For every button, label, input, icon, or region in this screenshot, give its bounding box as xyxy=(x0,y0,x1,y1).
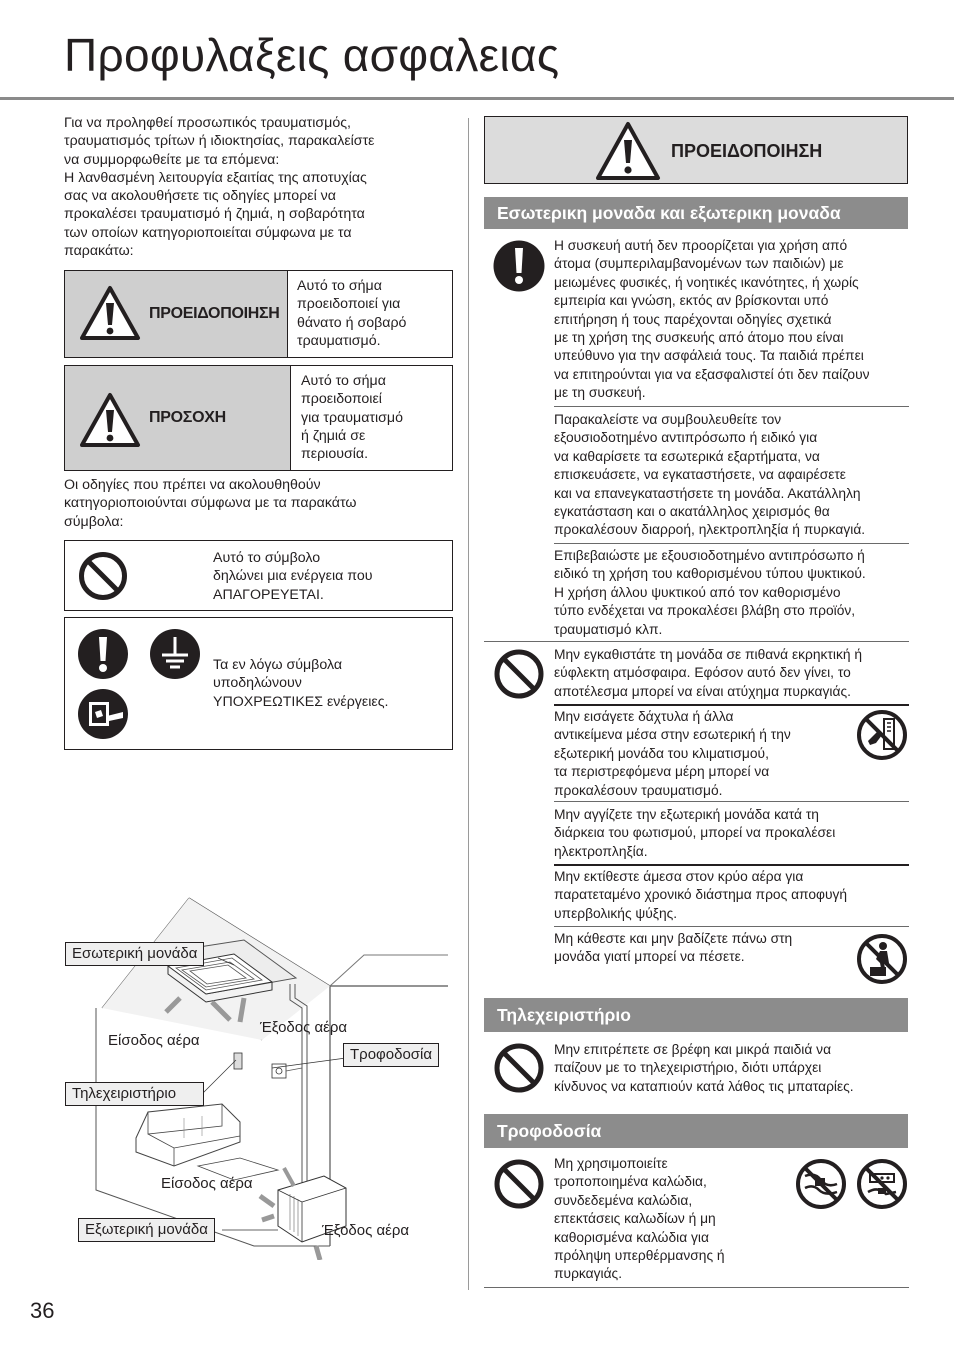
warning-header-box xyxy=(484,116,908,184)
text-line: Αυτό το σύμβολο xyxy=(213,550,321,566)
text-line: Μην αγγίζετε την εξωτερική μονάδα κατά τη xyxy=(554,807,819,822)
warning-triangle-icon xyxy=(79,392,141,448)
prohibited-item-3 xyxy=(554,806,835,861)
text-line: κίνδυνος να καταπιούν κατά λάθος τις μπαταρίες. xyxy=(554,1078,854,1094)
text-line: Μη κάθεστε και μην βαδίζετε πάνω στη xyxy=(554,931,793,946)
symbols-intro xyxy=(64,476,454,531)
text-line: να καθαρίσετε τα εσωτερικά εξαρτήματα, να xyxy=(554,448,820,464)
text-line: μονάδα γιατί μπορεί να πέσετε. xyxy=(554,949,745,965)
text-line: τραυματισμό κλπ. xyxy=(554,621,663,637)
caution-signal-description xyxy=(301,372,403,463)
diagram-label-air-inlet: Είσοδος αέρα xyxy=(108,1032,200,1049)
text-line: να συμμορφωθείτε με τα επόμενα: xyxy=(64,151,280,168)
item-divider xyxy=(554,406,909,407)
prohibited-icon xyxy=(77,550,129,602)
prohibited-item-1 xyxy=(554,646,862,701)
no-extension-cable-icon xyxy=(856,1158,908,1210)
text-line: καθορισμένα καλώδια για xyxy=(554,1229,709,1245)
item-divider xyxy=(554,543,909,544)
caution-signal-word: ΠΡΟΣΟΧΗ xyxy=(149,409,226,426)
section-header-remote: Τηλεχειριστήριο xyxy=(484,998,908,1032)
text-line: ειδικό τη χρήση του καθορισμένου τύπου ψυκτικού. xyxy=(554,566,866,582)
text-line: άτομα (συμπεριλαμβανομένων των παιδιών) με xyxy=(554,256,844,272)
earth-ground-icon xyxy=(149,628,201,680)
text-line: με τη συσκευή. xyxy=(554,385,646,401)
text-line: υπερβολικής ψύξης. xyxy=(554,905,678,921)
diagram-label-indoor-unit: Εσωτερική μονάδα xyxy=(65,942,204,966)
text-line: για τραυματισμό xyxy=(301,409,403,426)
text-line: σύμβολα: xyxy=(64,513,124,530)
text-line: Τα εν λόγω σύμβολα xyxy=(213,657,343,673)
exclamation-icon xyxy=(77,628,129,680)
item-divider xyxy=(554,801,909,802)
prohibited-symbol-description xyxy=(213,549,373,604)
text-line: προκαλέσουν διαρροή, ηλεκτροπληξία ή πυρκαγιά. xyxy=(554,522,866,538)
text-line: προειδοποιεί για xyxy=(297,296,401,313)
text-line: ΥΠΟΧΡΕΩΤΙΚΕΣ ενέργειες. xyxy=(213,693,389,710)
text-line: θάνατο ή σοβαρό xyxy=(297,314,407,331)
text-line: τροποποιημένα καλώδια, xyxy=(554,1174,707,1190)
warning-signal-box xyxy=(64,270,453,358)
mandatory-item-2 xyxy=(554,411,865,540)
diagram-label-air-inlet-outdoor: Είσοδος αέρα xyxy=(161,1175,253,1192)
text-line: περιουσία. xyxy=(301,446,369,463)
page-number: 36 xyxy=(30,1298,55,1323)
no-climbing-icon xyxy=(856,933,908,985)
text-line: ΑΠΑΓΟΡΕΥΕΤΑΙ. xyxy=(213,586,324,603)
text-line: παίζουν με το τηλεχειριστήριο, διότι υπάρχει xyxy=(554,1060,822,1076)
section-end-divider xyxy=(484,1287,909,1288)
text-line: σας να ακολουθήσετε τις οδηγίες μπορεί να xyxy=(64,188,336,205)
power-item xyxy=(554,1155,725,1284)
text-line: ή ζημιά σε xyxy=(301,427,366,444)
text-line: Παρακαλείστε να συμβουλευθείτε τον xyxy=(554,412,782,427)
mandatory-symbol-box xyxy=(64,617,453,750)
text-line: Μην εγκαθιστάτε τη μονάδα σε πιθανά εκρηκτική ή xyxy=(554,647,863,662)
text-line: τα περιστρεφόμενα μέρη μπορεί να xyxy=(554,764,770,780)
prohibited-item-2 xyxy=(554,708,791,800)
group-divider xyxy=(484,641,909,642)
exclamation-icon xyxy=(493,240,545,292)
intro-paragraph xyxy=(64,114,454,260)
text-line: εμπειρία και γνώση, εκτός αν βρίσκονται υπό xyxy=(554,293,829,309)
text-line: επισκευάσετε, να εγκαταστήσετε, να αφαιρέσετε xyxy=(554,467,846,483)
prohibited-icon xyxy=(493,1042,545,1094)
prohibited-icon xyxy=(493,1158,545,1210)
text-line: και να επανεγκαταστήσετε τη μονάδα. Ακατάλληλη xyxy=(554,485,861,501)
text-line: τραυματισμό. xyxy=(297,332,381,349)
text-line: διάρκεια του φωτισμού, μπορεί να προκαλέσει xyxy=(554,825,836,841)
prohibited-item-4 xyxy=(554,868,847,923)
section-header-power: Τροφοδοσία xyxy=(484,1114,908,1148)
text-line: Μην επιτρέπετε σε βρέφη και μικρά παιδιά να xyxy=(554,1042,832,1057)
item-divider xyxy=(554,926,909,927)
text-line: προκαλέσουν τραυματισμό. xyxy=(554,782,723,798)
caution-signal-box xyxy=(64,365,453,471)
text-line: Μην εκτίθεστε άμεσα στον κρύο αέρα για xyxy=(554,869,804,884)
text-line: αποτέλεσμα μπορεί να είναι ατύχημα πυρκαγιάς. xyxy=(554,683,851,699)
no-modified-cable-icon xyxy=(795,1158,847,1210)
text-line: Οι οδηγίες που πρέπει να ακολουθηθούν xyxy=(64,477,321,493)
text-line: εγκατάσταση και ο ακατάλληλος χειρισμός θα xyxy=(554,504,830,520)
text-line: Μη χρησιμοποιείτε xyxy=(554,1156,668,1171)
text-line: επεκτάσεις καλωδίων ή μη xyxy=(554,1211,716,1227)
text-line: ηλεκτροπληξία. xyxy=(554,843,648,859)
item-divider xyxy=(554,864,909,866)
diagram-label-air-outlet: Έξοδος αέρα xyxy=(260,1019,348,1036)
text-line: Αυτό το σήμα xyxy=(301,373,386,389)
section-header-units: Εσωτερικη μοναδα και εξωτερικη μοναδα xyxy=(484,197,908,229)
text-line: Η λανθασμένη λειτουργία εξαιτίας της αποτυχίας xyxy=(64,169,367,186)
text-line: Η χρήση άλλου ψυκτικού από τον καθορισμένο xyxy=(554,584,841,600)
diagram-label-outdoor-unit: Εξωτερική μονάδα xyxy=(78,1218,215,1242)
text-line: υποδηλώνουν xyxy=(213,675,302,692)
text-line: υπεύθυνο για την ασφάλειά τους. Τα παιδιά πρέπει xyxy=(554,348,864,364)
text-line: τραυματισμός τρίτων ή ιδιοκτησίας, παρακαλείστε xyxy=(64,133,375,150)
text-line: εξουσιοδοτημένο αντιπρόσωπο ή ειδικό για xyxy=(554,430,818,446)
prohibited-icon xyxy=(493,648,545,700)
text-line: κατηγοριοποιούνται σύμφωνα με τα παρακάτω xyxy=(64,495,357,512)
no-fingers-icon xyxy=(856,709,908,761)
text-line: Μην εισάγετε δάχτυλα ή άλλα xyxy=(554,709,734,724)
title-rule xyxy=(0,97,954,100)
diagram-label-air-outlet-outdoor: Έξοδος αέρα xyxy=(322,1222,410,1239)
warning-signal-word: ΠΡΟΕΙΔΟΠΟΙΗΣΗ xyxy=(149,305,280,322)
text-line: πυρκαγιάς. xyxy=(554,1266,623,1282)
text-line: Επιβεβαιώστε με εξουσιοδοτημένο αντιπρόσωπο ή xyxy=(554,548,865,563)
text-line: εύφλεκτη ατμόσφαιρα. Εφόσον αυτό δεν γίνει, το xyxy=(554,665,851,681)
text-line: παρατεταμένο χρονικό διάστημα προς αποφυγή xyxy=(554,887,848,903)
text-line: Αυτό το σήμα xyxy=(297,278,382,294)
mandatory-item-3 xyxy=(554,547,866,639)
page-title: Προφυλαξεις ασφαλειας xyxy=(64,29,560,81)
column-divider xyxy=(468,118,469,1290)
text-line: τύπο ενδέχεται να προκαλέσει βλάβη στο προϊόν, xyxy=(554,603,856,619)
caution-signal-label-area xyxy=(65,366,291,470)
warning-signal-label-area xyxy=(65,271,288,357)
unplug-icon xyxy=(77,688,129,740)
text-line: προκαλέσει τραυματισμό ή ζημιά, η σοβαρότητα xyxy=(64,206,365,223)
diagram-label-remote-control: Τηλεχειριστήριο xyxy=(65,1082,204,1106)
text-line: Η συσκευή αυτή δεν προορίζεται για χρήση από xyxy=(554,238,848,253)
text-line: να επιτηρούνται για να εξασφαλιστεί ότι δεν παίζουν xyxy=(554,366,870,382)
mandatory-symbol-description xyxy=(213,656,388,711)
text-line: πρόληψη υπερθέρμανσης ή xyxy=(554,1248,725,1264)
text-line: των οποίων κατηγοριοποιείται σύμφωνα με τα xyxy=(64,224,352,241)
text-line: συνδεδεμένα καλώδια, xyxy=(554,1192,693,1208)
remote-item xyxy=(554,1041,854,1096)
mandatory-item-1 xyxy=(554,237,870,403)
text-line: Για να προληφθεί προσωπικός τραυματισμός, xyxy=(64,115,351,131)
warning-triangle-icon xyxy=(79,285,141,341)
text-line: μειωμένες φυσικές, ή νοητικές ικανότητες, ή χωρίς xyxy=(554,274,859,290)
text-line: επιτήρηση ή τους παρέχονται οδηγίες σχετικά xyxy=(554,311,832,327)
text-line: παρακάτω: xyxy=(64,243,134,260)
text-line: προειδοποιεί xyxy=(301,391,382,408)
text-line: με τη χρήση της συσκευής από άτομο που είναι xyxy=(554,330,844,346)
prohibited-symbol-box xyxy=(64,540,453,611)
item-divider xyxy=(554,704,909,706)
diagram-label-power-supply: Τροφοδοσία xyxy=(343,1043,439,1067)
warning-triangle-icon xyxy=(595,121,661,181)
text-line: δηλώνει μια ενέργεια που xyxy=(213,568,373,585)
text-line: εξωτερική μονάδα του κλιματισμού, xyxy=(554,745,769,761)
text-line: αντικείμενα μέσα στην εσωτερική ή την xyxy=(554,727,791,743)
warning-signal-description xyxy=(297,277,406,350)
warning-header-label: ΠΡΟΕΙΔΟΠΟΙΗΣΗ xyxy=(671,141,823,161)
prohibited-item-5 xyxy=(554,930,792,967)
